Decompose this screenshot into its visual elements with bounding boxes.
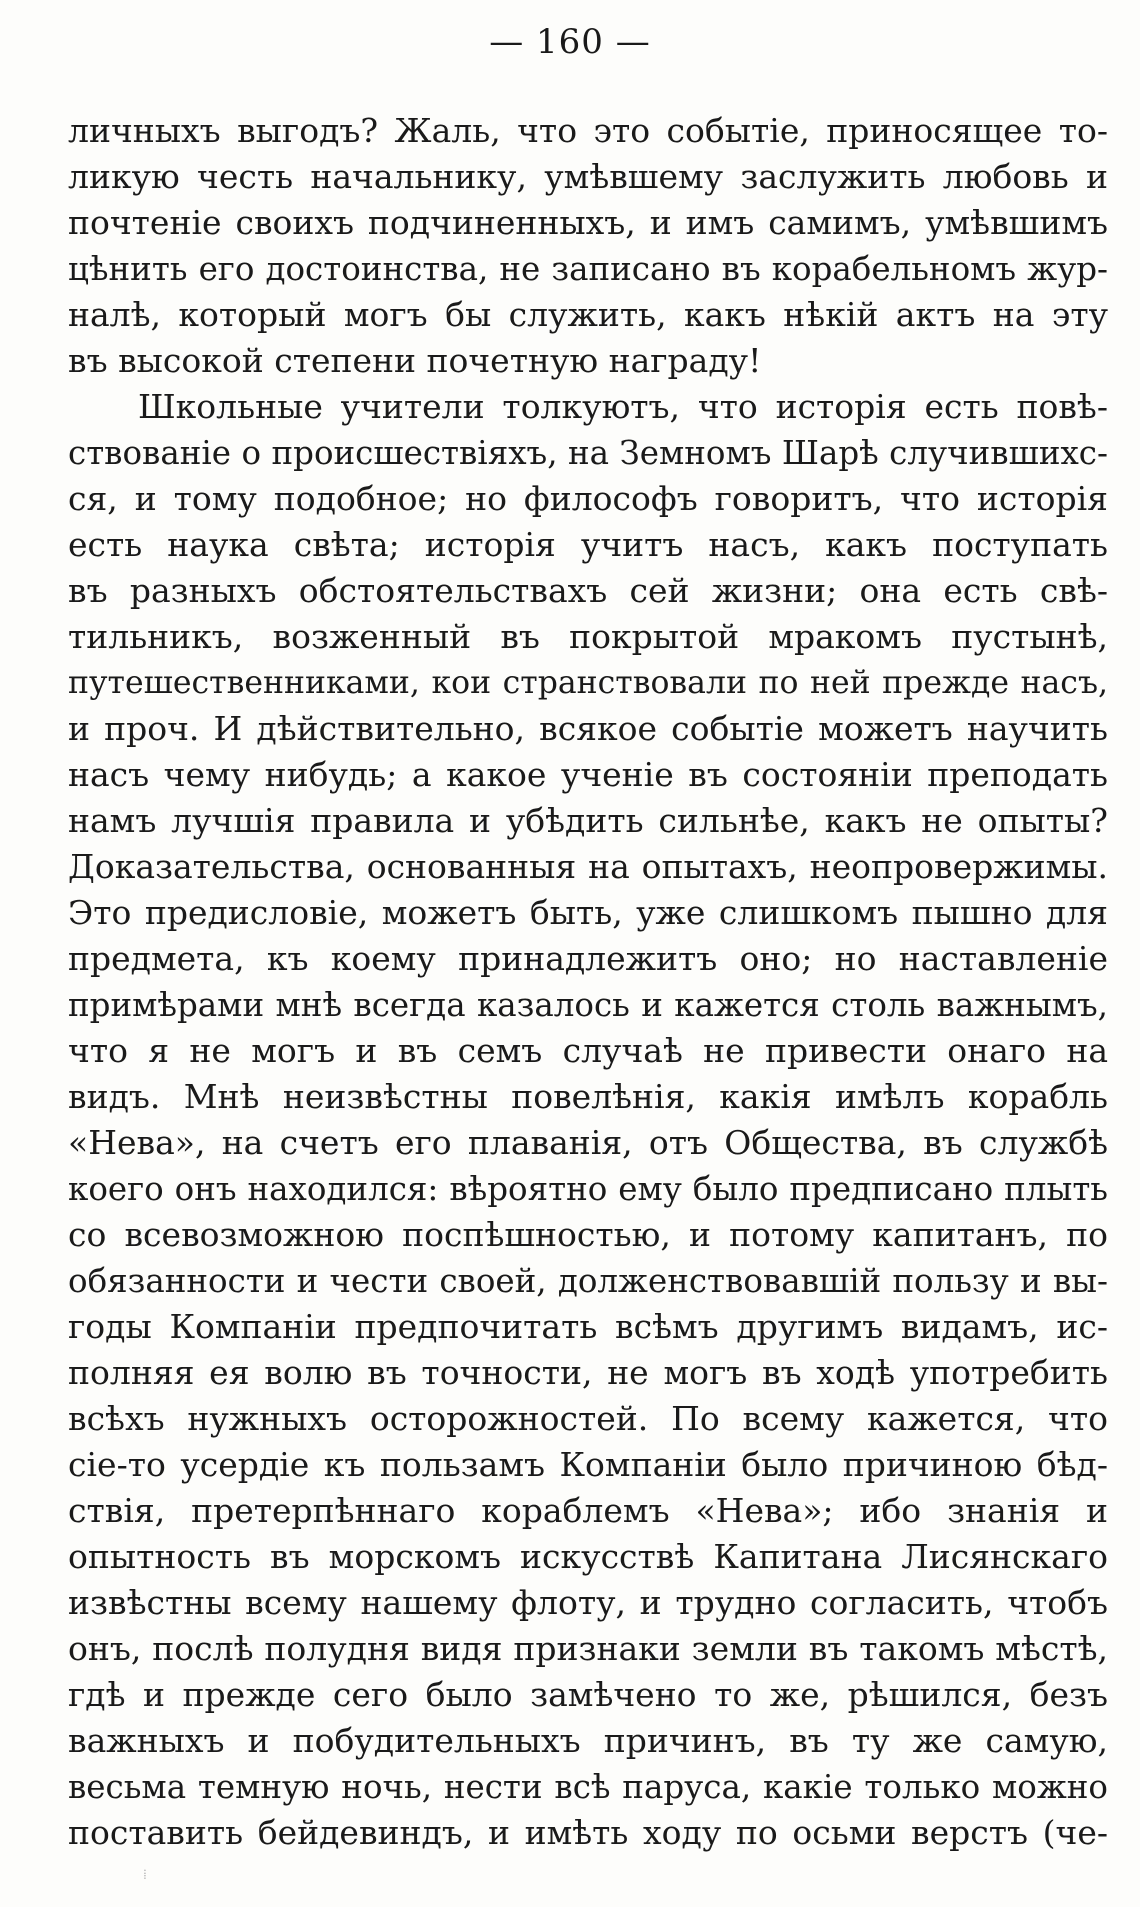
- text-line: весьма темную ночь, нести всѣ паруса, какіе только можно: [68, 1768, 1108, 1806]
- body-text: [68, 108, 1108, 1856]
- text-line: ствія, претерпѣннаго кораблемъ «Нева»; ибо знанія и: [68, 1491, 1108, 1530]
- text-line: путешественниками, кои странствовали по ней прежде насъ,: [68, 665, 1108, 701]
- text-line: въ разныхъ обстоятельствахъ сей жизни; она есть свѣ-: [68, 571, 1108, 610]
- text-line: ликую честь начальнику, умѣвшему заслужить любовь и: [68, 157, 1108, 196]
- text-line: и проч. И дѣйствительно, всякое событіе можетъ научить: [68, 709, 1108, 748]
- text-line: въ высокой степени почетную награду!: [68, 341, 762, 380]
- text-line: «Нева», на счетъ его плаванія, отъ Общества, въ службѣ: [68, 1123, 1108, 1162]
- text-line: поставить бейдевиндъ, и имѣть ходу по осьми верстъ (че-: [68, 1813, 1108, 1852]
- text-line: тильникъ, возженный въ покрытой мракомъ пустынѣ,: [68, 617, 1108, 656]
- text-line: полняя ея волю въ точности, не могъ въ ходѣ употребить: [68, 1353, 1108, 1392]
- text-line: важныхъ и побудительныхъ причинъ, въ ту же самую,: [68, 1721, 1108, 1760]
- text-line: примѣрами мнѣ всегда казалось и кажется столь важнымъ,: [68, 986, 1108, 1024]
- page-number: — 160 —: [489, 22, 651, 62]
- paragraph-first-line: Школьные учители толкуютъ, что исторія есть повѣ-: [138, 387, 1108, 426]
- text-line: почтеніе своихъ подчиненныхъ, и имъ самимъ, умѣвшимъ: [68, 203, 1108, 242]
- text-line: ся, и тому подобное; но философъ говоритъ, что исторія: [68, 479, 1108, 518]
- text-line: коего онъ находился: вѣроятно ему было предписано плыть: [68, 1170, 1108, 1208]
- text-line: извѣстны всему нашему флоту, и трудно согласить, чтобъ: [68, 1583, 1108, 1622]
- text-line: сіе-то усердіе къ пользамъ Компаніи было причиною бѣд-: [68, 1445, 1108, 1484]
- text-line: всѣхъ нужныхъ осторожностей. По всему кажется, что: [68, 1399, 1108, 1438]
- text-line: намъ лучшія правила и убѣдить сильнѣе, какъ не опыты?: [68, 801, 1108, 840]
- text-line: Доказательства, основанныя на опытахъ, неопровержимы.: [68, 847, 1108, 886]
- text-line: предмета, къ коему принадлежитъ оно; но наставленіе: [68, 939, 1108, 978]
- text-line: налѣ, который могъ бы служить, какъ нѣкій актъ на эту: [68, 295, 1108, 334]
- text-line: насъ чему нибудь; а какое ученіе въ состояніи преподать: [68, 755, 1108, 794]
- text-line: годы Компаніи предпочитать всѣмъ другимъ видамъ, ис-: [68, 1307, 1108, 1346]
- text-line: видъ. Мнѣ неизвѣстны повелѣнія, какія имѣлъ корабль: [68, 1077, 1108, 1116]
- text-line: онъ, послѣ полудня видя признаки земли въ такомъ мѣстѣ,: [68, 1629, 1108, 1668]
- scan-speck: ⁞: [143, 1867, 147, 1883]
- text-line: что я не могъ и въ семъ случаѣ не привести онаго на: [68, 1031, 1108, 1070]
- text-line: обязанности и чести своей, долженствовавшій пользу и вы-: [68, 1262, 1108, 1300]
- text-line: опытность въ морскомъ искусствѣ Капитана Лисянскаго: [68, 1537, 1108, 1576]
- text-line: есть наука свѣта; исторія учитъ насъ, какъ поступать: [68, 525, 1108, 564]
- text-line: цѣнить его достоинства, не записано въ корабельномъ жур-: [68, 250, 1108, 288]
- text-line: Это предисловіе, можетъ быть, уже слишкомъ пышно для: [68, 893, 1108, 932]
- text-line: со всевозможною поспѣшностью, и потому капитанъ, по: [68, 1215, 1108, 1254]
- text-line: гдѣ и прежде сего было замѣчено то же, рѣшился, безъ: [68, 1675, 1108, 1714]
- text-line: личныхъ выгодъ? Жаль, что это событіе, приносящее то-: [68, 111, 1108, 150]
- text-line: ствованіе о происшествіяхъ, на Земномъ Шарѣ случившихс-: [68, 434, 1108, 472]
